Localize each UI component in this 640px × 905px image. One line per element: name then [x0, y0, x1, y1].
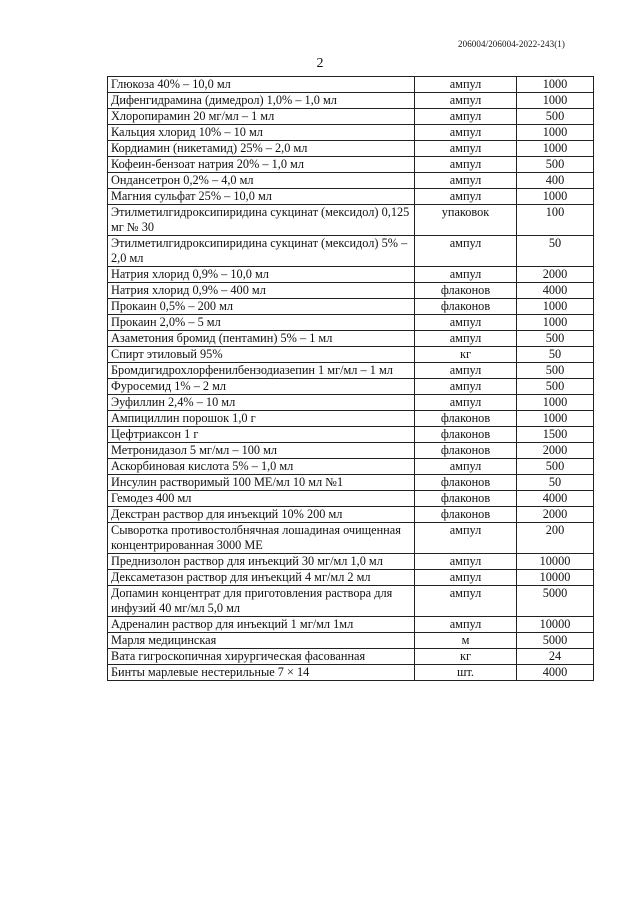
table-row [108, 315, 594, 331]
item-name-cell: Кордиамин (никетамид) 25% – 2,0 мл [108, 141, 415, 157]
page-number: 2 [316, 56, 324, 71]
item-name-cell: Гемодез 400 мл [108, 491, 415, 507]
unit-cell: ампул [415, 93, 517, 109]
unit-cell: ампул [415, 236, 517, 267]
quantity-cell: 1500 [517, 427, 594, 443]
table-row [108, 427, 594, 443]
table-row [108, 299, 594, 315]
quantity-cell: 50 [517, 236, 594, 267]
quantity-cell: 4000 [517, 283, 594, 299]
item-name-cell: Фуросемид 1% – 2 мл [108, 379, 415, 395]
unit-cell: ампул [415, 77, 517, 93]
item-name-cell: Глюкоза 40% – 10,0 мл [108, 77, 415, 93]
table-row [108, 189, 594, 205]
unit-cell: флаконов [415, 443, 517, 459]
item-name-cell: Дифенгидрамина (димедрол) 1,0% – 1,0 мл [108, 93, 415, 109]
table-row [108, 379, 594, 395]
item-name-cell: Адреналин раствор для инъекций 1 мг/мл 1мл [108, 617, 415, 633]
quantity-cell: 4000 [517, 491, 594, 507]
unit-cell: ампул [415, 315, 517, 331]
quantity-cell: 1000 [517, 395, 594, 411]
table-row [108, 395, 594, 411]
item-name-cell: Бромдигидрохлорфенилбензодиазепин 1 мг/мл – 1 мл [108, 363, 415, 379]
quantity-cell: 4000 [517, 665, 594, 681]
unit-cell: ампул [415, 267, 517, 283]
unit-cell: ампул [415, 141, 517, 157]
quantity-cell: 1000 [517, 189, 594, 205]
quantity-cell: 5000 [517, 633, 594, 649]
quantity-cell: 50 [517, 475, 594, 491]
table-row [108, 475, 594, 491]
item-name-cell: Декстран раствор для инъекций 10% 200 мл [108, 507, 415, 523]
quantity-cell: 400 [517, 173, 594, 189]
unit-cell: флаконов [415, 475, 517, 491]
unit-cell: флаконов [415, 507, 517, 523]
item-name-cell: Дексаметазон раствор для инъекций 4 мг/мл 2 мл [108, 570, 415, 586]
unit-cell: ампул [415, 157, 517, 173]
item-name-cell: Вата гигроскопичная хирургическая фасованная [108, 649, 415, 665]
table-row [108, 205, 594, 236]
unit-cell: ампул [415, 189, 517, 205]
item-name-cell: Спирт этиловый 95% [108, 347, 415, 363]
unit-cell: флаконов [415, 491, 517, 507]
unit-cell: ампул [415, 570, 517, 586]
quantity-cell: 10000 [517, 554, 594, 570]
unit-cell: ампул [415, 331, 517, 347]
item-name-cell: Эуфиллин 2,4% – 10 мл [108, 395, 415, 411]
item-name-cell: Кальция хлорид 10% – 10 мл [108, 125, 415, 141]
item-name-cell: Кофеин-бензоат натрия 20% – 1,0 мл [108, 157, 415, 173]
unit-cell: ампул [415, 363, 517, 379]
quantity-cell: 50 [517, 347, 594, 363]
table-row [108, 665, 594, 681]
item-name-cell: Сыворотка противостолбнячная лошадиная очищенная концентрированная 3000 МЕ [108, 523, 415, 554]
quantity-cell: 1000 [517, 93, 594, 109]
item-name-cell: Азаметония бромид (пентамин) 5% – 1 мл [108, 331, 415, 347]
quantity-cell: 500 [517, 331, 594, 347]
table-row [108, 347, 594, 363]
table-row [108, 157, 594, 173]
unit-cell: ампул [415, 379, 517, 395]
unit-cell: м [415, 633, 517, 649]
item-name-cell: Натрия хлорид 0,9% – 400 мл [108, 283, 415, 299]
table-row [108, 267, 594, 283]
quantity-cell: 10000 [517, 617, 594, 633]
quantity-cell: 1000 [517, 125, 594, 141]
quantity-cell: 100 [517, 205, 594, 236]
quantity-cell: 1000 [517, 299, 594, 315]
table-row [108, 77, 594, 93]
item-name-cell: Этилметилгидроксипиридина сукцинат (мексидол) 0,125 мг № 30 [108, 205, 415, 236]
item-name-cell: Допамин концентрат для приготовления раствора для инфузий 40 мг/мл 5,0 мл [108, 586, 415, 617]
unit-cell: кг [415, 347, 517, 363]
table-row [108, 633, 594, 649]
item-name-cell: Аскорбиновая кислота 5% – 1,0 мл [108, 459, 415, 475]
table-row [108, 491, 594, 507]
unit-cell: флаконов [415, 283, 517, 299]
quantity-cell: 200 [517, 523, 594, 554]
unit-cell: ампул [415, 395, 517, 411]
unit-cell: флаконов [415, 411, 517, 427]
unit-cell: ампул [415, 523, 517, 554]
quantity-cell: 500 [517, 459, 594, 475]
item-name-cell: Хлоропирамин 20 мг/мл – 1 мл [108, 109, 415, 125]
table-row [108, 173, 594, 189]
item-name-cell: Инсулин растворимый 100 МЕ/мл 10 мл №1 [108, 475, 415, 491]
quantity-cell: 500 [517, 379, 594, 395]
unit-cell: флаконов [415, 299, 517, 315]
table-row [108, 586, 594, 617]
quantity-cell: 24 [517, 649, 594, 665]
quantity-cell: 500 [517, 363, 594, 379]
unit-cell: ампул [415, 617, 517, 633]
table-row [108, 649, 594, 665]
item-name-cell: Цефтриаксон 1 г [108, 427, 415, 443]
item-name-cell: Преднизолон раствор для инъекций 30 мг/мл 1,0 мл [108, 554, 415, 570]
item-name-cell: Этилметилгидроксипиридина сукцинат (мексидол) 5% – 2,0 мл [108, 236, 415, 267]
item-name-cell: Прокаин 0,5% – 200 мл [108, 299, 415, 315]
quantity-cell: 2000 [517, 443, 594, 459]
document-id: 206004/206004-2022-243(1) [458, 39, 565, 49]
item-name-cell: Натрия хлорид 0,9% – 10,0 мл [108, 267, 415, 283]
table-row [108, 443, 594, 459]
item-name-cell: Ампициллин порошок 1,0 г [108, 411, 415, 427]
quantity-cell: 5000 [517, 586, 594, 617]
table-row [108, 459, 594, 475]
table-row [108, 363, 594, 379]
table-row [108, 507, 594, 523]
quantity-cell: 1000 [517, 315, 594, 331]
unit-cell: шт. [415, 665, 517, 681]
item-name-cell: Метронидазол 5 мг/мл – 100 мл [108, 443, 415, 459]
quantity-cell: 500 [517, 157, 594, 173]
table-row [108, 283, 594, 299]
unit-cell: ампул [415, 459, 517, 475]
table-row [108, 331, 594, 347]
unit-cell: ампул [415, 554, 517, 570]
unit-cell: флаконов [415, 427, 517, 443]
table-row [108, 617, 594, 633]
quantity-cell: 1000 [517, 411, 594, 427]
table-row [108, 93, 594, 109]
table-row [108, 554, 594, 570]
unit-cell: ампул [415, 125, 517, 141]
item-name-cell: Магния сульфат 25% – 10,0 мл [108, 189, 415, 205]
supplies-table [107, 76, 594, 681]
table-row [108, 125, 594, 141]
table-row [108, 570, 594, 586]
quantity-cell: 2000 [517, 507, 594, 523]
table-row [108, 411, 594, 427]
table-row [108, 109, 594, 125]
unit-cell: кг [415, 649, 517, 665]
quantity-cell: 500 [517, 109, 594, 125]
table-row [108, 141, 594, 157]
item-name-cell: Прокаин 2,0% – 5 мл [108, 315, 415, 331]
quantity-cell: 10000 [517, 570, 594, 586]
unit-cell: ампул [415, 109, 517, 125]
item-name-cell: Бинты марлевые нестерильные 7 × 14 [108, 665, 415, 681]
unit-cell: упаковок [415, 205, 517, 236]
unit-cell: ампул [415, 586, 517, 617]
item-name-cell: Ондансетрон 0,2% – 4,0 мл [108, 173, 415, 189]
item-name-cell: Марля медицинская [108, 633, 415, 649]
table-row [108, 236, 594, 267]
quantity-cell: 1000 [517, 77, 594, 93]
unit-cell: ампул [415, 173, 517, 189]
quantity-cell: 1000 [517, 141, 594, 157]
table-row [108, 523, 594, 554]
quantity-cell: 2000 [517, 267, 594, 283]
